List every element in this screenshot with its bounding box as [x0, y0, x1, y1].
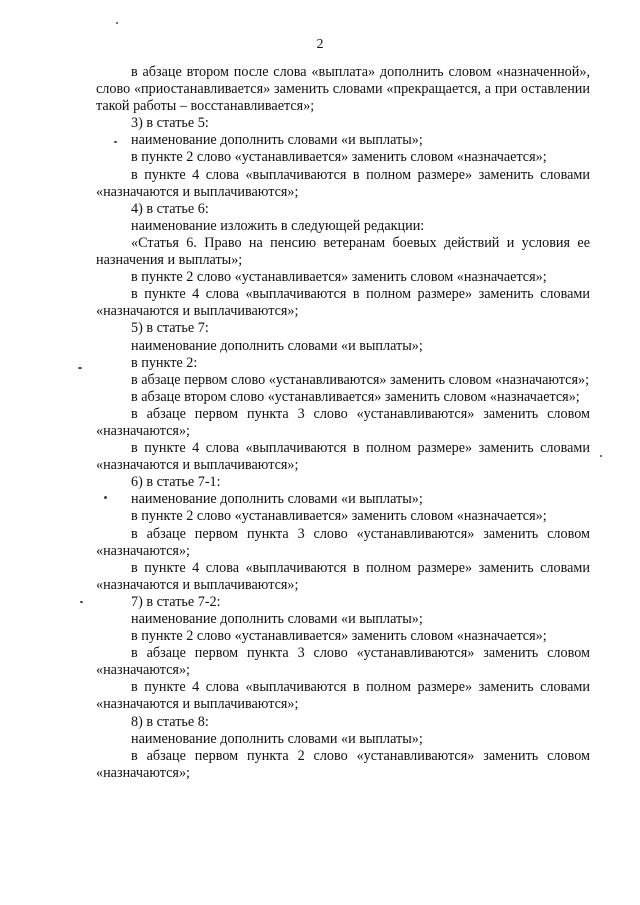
paragraph: наименование дополнить словами «и выплаты»;: [131, 491, 423, 508]
scan-artifact: [78, 367, 82, 369]
paragraph: в пункте 4 слова «выплачиваются в полном размере» заменить словами «назначаются и выплачиваются»;: [96, 166, 590, 200]
paragraph: «Статья 6. Право на пенсию ветеранам боевых действий и условия ее назначения и выплаты»;: [96, 234, 590, 269]
page-number: 2: [316, 37, 324, 52]
paragraph: в пункте 4 слова «выплачиваются в полном размере» заменить словами «назначаются и выплачиваются»;: [96, 679, 590, 713]
paragraph: наименование дополнить словами «и выплаты»;: [131, 730, 423, 747]
paragraph: в абзаце первом пункта 3 слово «устанавливаются» заменить словом «назначаются»;: [96, 645, 590, 679]
paragraph: в пункте 2 слово «устанавливается» заменить словом «назначается»;: [131, 269, 547, 286]
paragraph: в абзаце первом слово «устанавливаются» заменить словом «назначаются»;: [131, 371, 590, 388]
paragraph: 6) в статье 7-1:: [131, 474, 221, 491]
paragraph: в абзаце первом пункта 2 слово «устанавливаются» заменить словом «назначаются»;: [96, 747, 590, 781]
paragraph: в пункте 4 слова «выплачиваются в полном размере» заменить словами «назначаются и выплачиваются»;: [96, 440, 590, 474]
paragraph: в пункте 2:: [131, 354, 198, 371]
paragraph: в пункте 2 слово «устанавливается» заменить словом «назначается»;: [131, 628, 547, 645]
paragraph: в пункте 4 слова «выплачиваются в полном размере» заменить словами «назначаются и выплачиваются»;: [96, 286, 590, 320]
paragraph: 4) в статье 6:: [131, 200, 209, 217]
paragraph: в пункте 4 слова «выплачиваются в полном размере» заменить словами «назначаются и выплачиваются»;: [96, 559, 590, 593]
scan-artifact: [600, 455, 602, 457]
paragraph: в абзаце первом пункта 3 слово «устанавливаются» заменить словом «назначаются»;: [96, 525, 590, 559]
scan-artifact: [104, 496, 107, 499]
paragraph: в абзаце втором после слова «выплата» дополнить словом «назначенной», слово «приостанавливается» заменить словами «прекращается, а при оставлении такой работы – восстанавливается»;: [96, 64, 590, 115]
paragraph: в пункте 2 слово «устанавливается» заменить словом «назначается»;: [131, 508, 547, 525]
paragraph: в пункте 2 слово «устанавливается» заменить словом «назначается»;: [131, 149, 547, 166]
paragraph: в абзаце втором слово «устанавливается» заменить словом «назначается»;: [131, 388, 580, 405]
paragraph: 7) в статье 7-2:: [131, 593, 221, 610]
scan-artifact: [80, 601, 83, 603]
paragraph: наименование дополнить словами «и выплаты»;: [131, 611, 423, 627]
paragraph: наименование дополнить словами «и выплаты»;: [131, 132, 423, 149]
paragraph: в абзаце первом пункта 3 слово «устанавливаются» заменить словом «назначаются»;: [96, 405, 590, 439]
paragraph: наименование дополнить словами «и выплаты»;: [131, 337, 423, 354]
document-body: [96, 64, 590, 782]
scan-artifact: [114, 141, 117, 143]
paragraph: наименование изложить в следующей редакции:: [131, 217, 425, 234]
scan-artifact: [116, 22, 118, 24]
paragraph: 8) в статье 8:: [131, 713, 209, 730]
paragraph: 5) в статье 7:: [131, 320, 209, 337]
paragraph: 3) в статье 5:: [131, 115, 209, 132]
